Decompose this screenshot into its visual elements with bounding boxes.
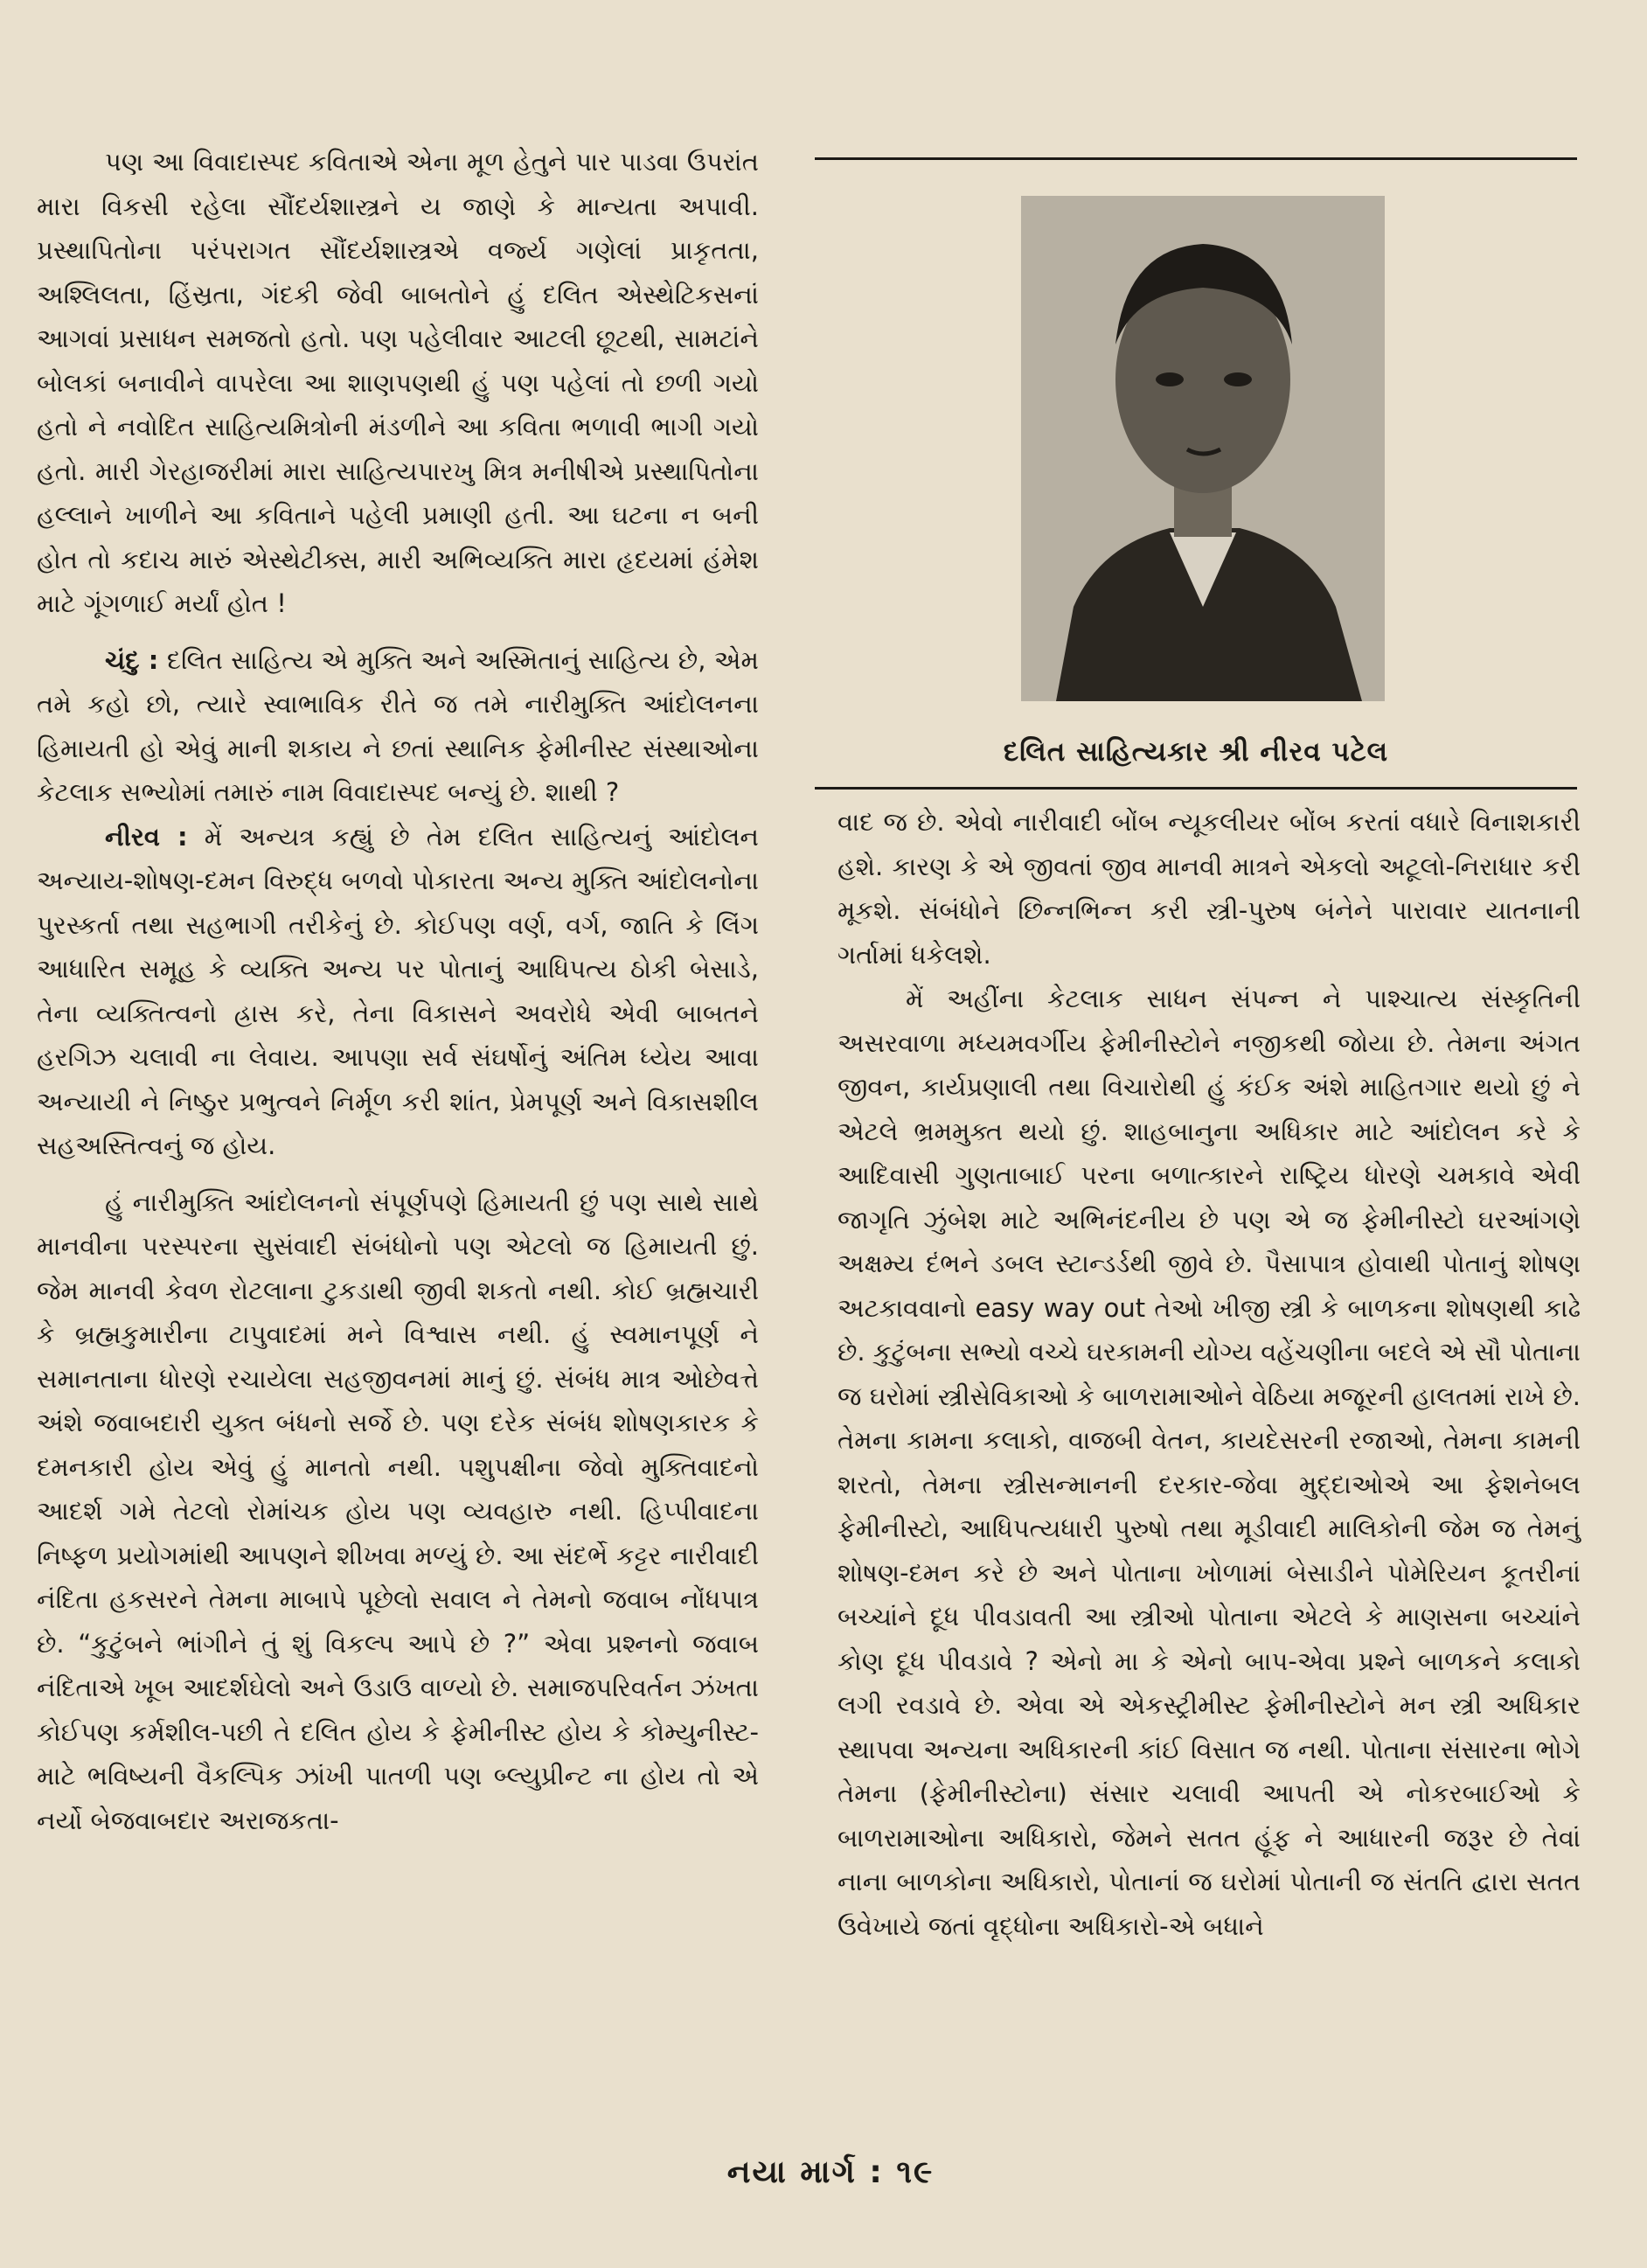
paragraph-answer bbox=[37, 815, 759, 1168]
right-column bbox=[837, 800, 1581, 1948]
paragraph-text: મેં અહીંના કેટલાક સાધન સંપન્ન ને પાશ્ચાત્ય સંસ્કૃતિની અસરવાળા મધ્યમવર્ગીય ફેમીનીસ્ટોને નજીકથી જોયા છે. તેમના અંગત જીવન, કાર્યપ્રણાલી તથા વિચારોથી હું કંઈક અંશે માહિતગાર થયો છું ને એટલે ભ્રમમુક્ત થયો છું. શાહબાનુના અધિકાર માટે આંદોલન કરે કે આદિવાસી ગુણતાબાઈ પરના બળાત્કારને રાષ્ટ્રિય ધોરણે ચમકાવે એવી જાગૃતિ ઝુંબેશ માટે અભિનંદનીય છે પણ એ જ ફેમીનીસ્ટો ઘરઆંગણે અક્ષમ્ય દંભને ડબલ સ્ટાન્ડર્ડથી જીવે છે. પૈસાપાત્ર હોવાથી પોતાનું શોષણ અટકાવવાનો easy way out તેઓ ખીજી સ્ત્રી કે બાળકના શોષણથી કાઢે છે. કુટુંબના સભ્યો વચ્ચે ઘરકામની યોગ્ય વહેંચણીના બદલે એ સૌ પોતાના જ ઘરોમાં સ્ત્રીસેવિકાઓ કે બાળરામાઓને વેઠિયા મજૂરની હાલતમાં રાખે છે. તેમના કામના કલાકો, વાજબી વેતન, કાયદેસરની રજાઓ, તેમના કામની શરતો, તેમના સ્ત્રીસન્માનની દરકાર-જેવા મુદ્દાઓએ આ ફેશનેબલ ફેમીનીસ્ટો, આધિપત્યધારી પુરુષો તથા મૂડીવાદી માલિકોની જેમ જ તેમનું શોષણ-દમન કરે છે અને પોતાના ખોળામાં બેસાડીને પોમેરિયન કૂતરીનાં બચ્ચાંને દૂધ પીવડાવતી આ સ્ત્રીઓ પોતાના એટલે કે માણસના બચ્ચાંને કોણ દૂધ પીવડાવે ? એનો મા કે એનો બાપ-એવા પ્રશ્ને બાળકને કલાકો લગી રવડાવે છે. એવા એ એકસ્ટ્રીમીસ્ટ ફેમીનીસ્ટોને મન સ્ત્રી અધિકાર સ્થાપવા અન્યના અધિકારની કાંઈ વિસાત જ નથી. પોતાના સંસારના ભોગે તેમના (ફેમીનીસ્ટોના) સંસાર ચલાવી આપતી એ નોકરબાઈઓ કે બાળરામાઓના અધિકારો, જેમને સતત હૂંફ ને આધારની જરૂર છે તેવાં નાના બાળકોના અધિકારો, પોતાનાં જ ઘરોમાં પોતાની જ સંતતિ દ્વારા સતત ઉવેખાયે જતાં વૃદ્ધોના અધિકારો-એ બધાને bbox=[837, 984, 1581, 1941]
speaker-label: નીરવ : bbox=[105, 821, 188, 852]
paragraph-text: મેં અન્યત્ર કહ્યું છે તેમ દલિત સાહિત્યનું આંદોલન અન્યાય-શોષણ-દમન વિરુદ્ધ બળવો પોકારતા અન્ય મુક્તિ આંદોલનોના પુરસ્કર્તા તથા સહભાગી તરીકેનું છે. કોઈપણ વર્ણ, વર્ગ, જાતિ કે લિંગ આધારિત સમૂહ કે વ્યક્તિ અન્ય પર પોતાનું આધિપત્ય ઠોકી બેસાડે, તેના વ્યક્તિત્વનો હ્રાસ કરે, તેના વિકાસને અવરોધે એવી બાબતને હરગિઝ ચલાવી ના લેવાય. આપણા સર્વ સંઘર્ષોનું અંતિમ ધ્યેય આવા અન્યાયી ને નિષ્ઠુર પ્રભુત્વને નિર્મૂળ કરી શાંત, પ્રેમપૂર્ણ અને વિકાસશીલ સહઅસ્તિત્વનું જ હોય. bbox=[37, 821, 760, 1160]
paragraph-text: વાદ જ છે. એવો નારીવાદી બોંબ ન્યૂકલીયર બોંબ કરતાં વધારે વિનાશકારી હશે. કારણ કે એ જીવતાં જીવ માનવી માત્રને એકલો અટૂલો-નિરાધાર કરી મૂકશે. સંબંધોને છિન્નભિન્ન કરી સ્ત્રી-પુરુષ બંનેને પારાવાર યાતનાની ગર્તામાં ધકેલશે. bbox=[837, 807, 1581, 970]
page-footer: નયા માર્ગ : ૧૯ bbox=[726, 2154, 935, 2190]
left-column bbox=[37, 140, 759, 1842]
paragraph-question bbox=[37, 638, 759, 815]
caption-rule bbox=[815, 787, 1577, 790]
paragraph-text: દલિત સાહિત્ય એ મુક્તિ અને અસ્મિતાનું સાહિત્ય છે, એમ તમે કહો છો, ત્યારે સ્વાભાવિક રીતે જ તમે નારીમુક્તિ આંદોલનના હિમાયતી હો એવું માની શકાય ને છતાં સ્થાનિક ફેમીનીસ્ટ સંસ્થાઓના કેટલાક સભ્યોમાં તમારું નામ વિવાદાસ્પદ બન્યું છે. શાથી ? bbox=[37, 644, 759, 807]
author-photo bbox=[1021, 196, 1385, 701]
paragraph-continuation bbox=[837, 800, 1581, 977]
top-rule bbox=[815, 157, 1577, 160]
paragraph-feminists bbox=[837, 977, 1581, 1948]
speaker-label: ચંદુ : bbox=[105, 644, 159, 675]
portrait-illustration bbox=[1021, 196, 1385, 701]
paragraph-text: પણ આ વિવાદાસ્પદ કવિતાએ એના મૂળ હેતુને પાર પાડવા ઉપરાંત મારા વિકસી રહેલા સૌંદર્યશાસ્ત્રને ય જાણે કે માન્યતા અપાવી. પ્રસ્થાપિતોના પરંપરાગત સૌંદર્યશાસ્ત્રએ વર્જ્ય ગણેલાં પ્રાકૃતતા, અશ્લિલતા, હિંસ્રતા, ગંદકી જેવી બાબતોને હું દલિત એસ્થેટિકસનાં આગવાં પ્રસાધન સમજતો હતો. પણ પહેલીવાર આટલી છૂટથી, સામટાંને બોલકાં બનાવીને વાપરેલા આ શાણપણથી હું પણ પહેલાં તો છળી ગયો હતો ને નવોદિત સાહિત્યમિત્રોની મંડળીને આ કવિતા ભળાવી ભાગી ગયો હતો. મારી ગેરહાજરીમાં મારા સાહિત્યપારખુ મિત્ર મનીષીએ પ્રસ્થાપિતોના હલ્લાને ખાળીને આ કવિતાને પહેલી પ્રમાણી હતી. આ ઘટના ન બની હોત તો કદાચ મારું એસ્થેટીક્સ, મારી અભિવ્યક્તિ મારા હૃદયમાં હંમેશ માટે ગૂંગળાઈ મર્યાં હોત ! bbox=[37, 147, 759, 618]
photo-caption: દલિત સાહિત્યકાર શ્રી નીરવ પટેલ bbox=[1003, 736, 1389, 768]
paragraph-text: હું નારીમુક્તિ આંદોલનનો સંપૂર્ણપણે હિમાયતી છું પણ સાથે સાથે માનવીના પરસ્પરના સુસંવાદી સંબંધોનો પણ એટલો જ હિમાયતી છું. જેમ માનવી કેવળ રોટલાના ટુકડાથી જીવી શકતો નથી. કોઈ બ્રહ્મચારી કે બ્રહ્મકુમારીના ટાપુવાદમાં મને વિશ્વાસ નથી. હું સ્વમાનપૂર્ણ ને સમાનતાના ધોરણે રચાયેલા સહજીવનમાં માનું છું. સંબંધ માત્ર ઓછેવત્તે અંશે જવાબદારી યુક્ત બંધનો સર્જે છે. પણ દરેક સંબંધ શોષણકારક કે દમનકારી હોય એવું હું માનતો નથી. પશુપક્ષીના જેવો મુક્તિવાદનો આદર્શ ગમે તેટલો રોમાંચક હોય પણ વ્યવહારુ નથી. હિપ્પીવાદના નિષ્ફળ પ્રયોગમાંથી આપણને શીખવા મળ્યું છે. આ સંદર્ભે કટ્ટર નારીવાદી નંદિતા હકસરને તેમના માબાપે પૂછેલો સવાલ ને તેમનો જવાબ નોંધપાત્ર છે. “કુટુંબને ભાંગીને તું શું વિકલ્પ આપે છે ?” એવા પ્રશ્નનો જવાબ નંદિતાએ ખૂબ આદર્શઘેલો અને ઉડાઉ વાળ્યો છે. સમાજપરિવર્તન ઝંખતા કોઈપણ કર્મશીલ-પછી તે દલિત હોય કે ફેમીનીસ્ટ હોય કે કોમ્યુનીસ્ટ-માટે ભવિષ્યની વૈકલ્પિક ઝાંખી પાતળી પણ બ્લ્યુપ્રીન્ટ ના હોય તો એ નર્યો બેજવાબદાર અરાજકતા- bbox=[37, 1186, 759, 1835]
paragraph-feminism bbox=[37, 1180, 759, 1843]
paragraph-intro bbox=[37, 140, 759, 626]
